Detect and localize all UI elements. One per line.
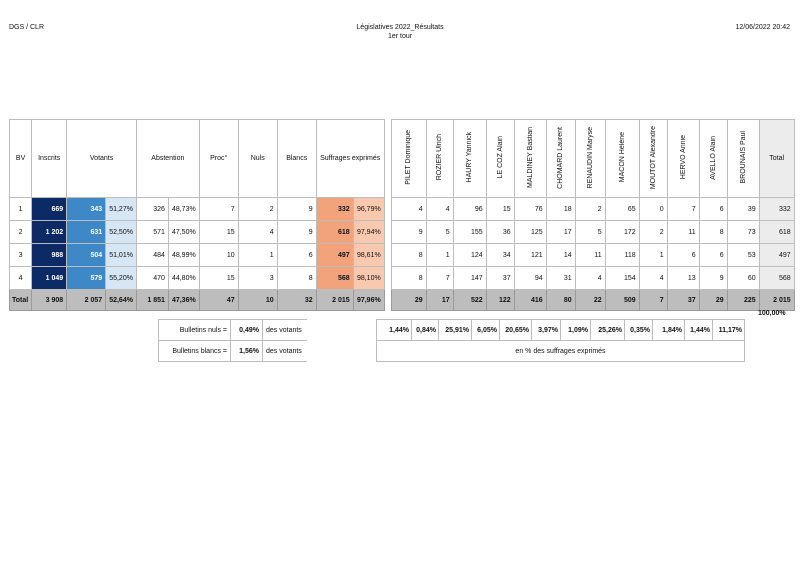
candidate-name: BROUNAIS Paul: [739, 131, 747, 184]
candidate-cell: 17: [546, 221, 575, 244]
candidate-cell: 6: [699, 198, 727, 221]
abstention-pct-cell: 48,99%: [168, 244, 199, 267]
spacer: [384, 244, 391, 267]
votants-pct-cell: 51,27%: [106, 198, 137, 221]
candidate-pct: 11,17%: [713, 320, 745, 341]
totals-proc: 47: [199, 290, 238, 311]
blancs-cell: 9: [277, 221, 316, 244]
blancs-cell: 9: [277, 198, 316, 221]
abstention-pct-cell: 44,80%: [168, 267, 199, 290]
candidate-cell: 18: [546, 198, 575, 221]
candidate-percent-row: [377, 320, 745, 341]
candidate-cell: 5: [575, 221, 605, 244]
suffrages-pct-cell: 97,94%: [353, 221, 384, 244]
abstention-cell: 571: [136, 221, 168, 244]
col-candidate: [727, 120, 759, 198]
col-candidate: [667, 120, 699, 198]
candidate-cell: 6: [667, 244, 699, 267]
nuls-cell: 3: [238, 267, 277, 290]
candidate-cell: 6: [699, 244, 727, 267]
inscrits-cell: 1 202: [32, 221, 67, 244]
candidate-cell: 2: [575, 198, 605, 221]
page-title: Législatives 2022_Résultats: [356, 24, 444, 31]
abstention-cell: 470: [136, 267, 168, 290]
votants-cell: 504: [67, 244, 106, 267]
candidate-cell: 5: [426, 221, 453, 244]
proc-cell: 10: [199, 244, 238, 267]
candidate-cell: 60: [727, 267, 759, 290]
table-row: [10, 267, 795, 290]
totals-candidate: 122: [486, 290, 514, 311]
col-votants: Votants: [67, 120, 137, 198]
candidate-pct: 1,84%: [653, 320, 685, 341]
totals-total: 2 015: [759, 290, 794, 311]
candidate-cell: 8: [699, 221, 727, 244]
totals-candidate: 416: [514, 290, 546, 311]
total-cell: 497: [759, 244, 794, 267]
candidate-name: RENAUDIN Maryse: [586, 126, 594, 189]
inscrits-cell: 1 049: [32, 267, 67, 290]
candidate-cell: 118: [605, 244, 639, 267]
page-subtitle: 1er tour: [387, 33, 413, 40]
candidate-cell: 147: [453, 267, 486, 290]
candidate-name: HERVO Annie: [679, 135, 687, 180]
col-proc: Proc°: [199, 120, 238, 198]
candidate-pct: 1,44%: [377, 320, 412, 341]
table-row: [10, 221, 795, 244]
candidate-cell: 11: [667, 221, 699, 244]
candidate-cell: 4: [639, 267, 667, 290]
suffrages-pct-cell: 98,10%: [353, 267, 384, 290]
col-candidate: [546, 120, 575, 198]
inscrits-cell: 669: [32, 198, 67, 221]
candidate-name: HAURY Yannick: [466, 132, 474, 183]
totals-nuls: 10: [238, 290, 277, 311]
votants-cell: 579: [67, 267, 106, 290]
table-row: [10, 198, 795, 221]
col-total: Total: [759, 120, 794, 198]
candidate-cell: 155: [453, 221, 486, 244]
percent-note: en % des suffrages exprimés: [377, 341, 745, 362]
candidate-pct: 0,35%: [625, 320, 653, 341]
nuls-cell: 1: [238, 244, 277, 267]
totals-suffrages: 2 015: [316, 290, 353, 311]
org-label: DGS / CLR: [9, 24, 45, 31]
bulletins-nuls-suffix: des votants: [263, 320, 307, 341]
candidate-name: ROZIER Ulrich: [436, 134, 444, 181]
candidate-name: LE COZ Alain: [496, 136, 504, 179]
percent-note-row: [377, 341, 745, 362]
candidate-pct: 6,05%: [472, 320, 500, 341]
col-candidate: [391, 120, 426, 198]
bulletins-blancs-suffix: des votants: [263, 341, 307, 362]
candidate-cell: 9: [699, 267, 727, 290]
abstention-pct-cell: 47,50%: [168, 221, 199, 244]
nuls-cell: 4: [238, 221, 277, 244]
total-cell: 332: [759, 198, 794, 221]
candidate-cell: 124: [453, 244, 486, 267]
candidate-pct: 0,84%: [412, 320, 439, 341]
suffrages-pct-cell: 96,79%: [353, 198, 384, 221]
totals-votants: 2 057: [67, 290, 106, 311]
candidate-name: CHOMARD Laurent: [557, 126, 565, 189]
candidate-name: MOUTOT Alexandre: [649, 125, 657, 190]
candidate-cell: 8: [391, 244, 426, 267]
proc-cell: 15: [199, 221, 238, 244]
candidate-cell: 11: [575, 244, 605, 267]
candidate-pct: 3,97%: [532, 320, 561, 341]
candidate-pct: 25,26%: [591, 320, 625, 341]
candidate-cell: 125: [514, 221, 546, 244]
candidate-cell: 13: [667, 267, 699, 290]
candidate-cell: 154: [605, 267, 639, 290]
candidate-cell: 37: [486, 267, 514, 290]
col-candidate: [426, 120, 453, 198]
col-nuls: Nuls: [238, 120, 277, 198]
suffrages-cell: 497: [316, 244, 353, 267]
totals-candidate: 17: [426, 290, 453, 311]
candidate-name: AVELLO Alain: [709, 135, 717, 180]
totals-candidate: 22: [575, 290, 605, 311]
votants-pct-cell: 55,20%: [106, 267, 137, 290]
bv-cell: 2: [10, 221, 32, 244]
candidate-cell: 76: [514, 198, 546, 221]
suffrages-cell: 618: [316, 221, 353, 244]
blancs-cell: 8: [277, 267, 316, 290]
candidate-cell: 53: [727, 244, 759, 267]
col-candidate: [453, 120, 486, 198]
totals-inscrits: 3 908: [32, 290, 67, 311]
candidate-cell: 34: [486, 244, 514, 267]
col-candidate: [639, 120, 667, 198]
col-blancs: Blancs: [277, 120, 316, 198]
votants-pct-cell: 52,50%: [106, 221, 137, 244]
total-percent: 100,00%: [758, 310, 786, 317]
candidate-cell: 14: [546, 244, 575, 267]
candidate-percent-table: [376, 319, 745, 362]
candidate-cell: 1: [639, 244, 667, 267]
totals-votants-pct: 52,64%: [106, 290, 137, 311]
total-cell: 568: [759, 267, 794, 290]
spacer: [384, 290, 391, 311]
candidate-cell: 4: [426, 198, 453, 221]
col-candidate: [486, 120, 514, 198]
candidate-cell: 36: [486, 221, 514, 244]
spacer: [384, 267, 391, 290]
votants-pct-cell: 51,01%: [106, 244, 137, 267]
totals-suffrages-pct: 97,96%: [353, 290, 384, 311]
candidate-cell: 73: [727, 221, 759, 244]
totals-candidate: 509: [605, 290, 639, 311]
col-suffrages: Suffrages exprimés: [316, 120, 384, 198]
suffrages-cell: 568: [316, 267, 353, 290]
candidate-cell: 4: [575, 267, 605, 290]
datetime: 12/06/2022 20:42: [735, 24, 790, 31]
candidate-cell: 121: [514, 244, 546, 267]
abstention-pct-cell: 48,73%: [168, 198, 199, 221]
totals-abstention-pct: 47,36%: [168, 290, 199, 311]
candidate-name: PILET Dominique: [405, 130, 413, 185]
proc-cell: 15: [199, 267, 238, 290]
candidate-cell: 7: [667, 198, 699, 221]
abstention-cell: 484: [136, 244, 168, 267]
totals-candidate: 225: [727, 290, 759, 311]
bulletins-blancs-row: [159, 341, 307, 362]
bv-cell: 1: [10, 198, 32, 221]
candidate-cell: 0: [639, 198, 667, 221]
col-bv: BV: [10, 120, 32, 198]
suffrages-cell: 332: [316, 198, 353, 221]
candidate-cell: 94: [514, 267, 546, 290]
candidate-cell: 9: [391, 221, 426, 244]
candidate-pct: 1,09%: [561, 320, 591, 341]
candidate-cell: 31: [546, 267, 575, 290]
col-candidate: [605, 120, 639, 198]
totals-candidate: 7: [639, 290, 667, 311]
votants-cell: 631: [67, 221, 106, 244]
bulletins-nuls-value: 0,49%: [231, 320, 263, 341]
col-candidate: [514, 120, 546, 198]
candidate-pct: 25,91%: [439, 320, 472, 341]
candidate-cell: 172: [605, 221, 639, 244]
bv-cell: 3: [10, 244, 32, 267]
bulletins-nuls-row: [159, 320, 307, 341]
candidate-cell: 8: [391, 267, 426, 290]
totals-candidate: 37: [667, 290, 699, 311]
totals-label: Total: [10, 290, 32, 311]
candidate-cell: 1: [426, 244, 453, 267]
col-inscrits: Inscrits: [32, 120, 67, 198]
suffrages-pct-cell: 98,61%: [353, 244, 384, 267]
bulletins-nuls-label: Bulletins nuls =: [159, 320, 231, 341]
candidate-cell: 2: [639, 221, 667, 244]
bulletins-table: [158, 319, 307, 362]
candidate-cell: 4: [391, 198, 426, 221]
bulletins-blancs-value: 1,56%: [231, 341, 263, 362]
bulletins-blancs-label: Bulletins blancs =: [159, 341, 231, 362]
totals-abstention: 1 851: [136, 290, 168, 311]
candidate-cell: 15: [486, 198, 514, 221]
totals-blancs: 32: [277, 290, 316, 311]
inscrits-cell: 988: [32, 244, 67, 267]
blancs-cell: 6: [277, 244, 316, 267]
votants-cell: 343: [67, 198, 106, 221]
spacer: [384, 221, 391, 244]
abstention-cell: 326: [136, 198, 168, 221]
total-cell: 618: [759, 221, 794, 244]
totals-candidate: 80: [546, 290, 575, 311]
candidate-name: MALDINEY Bastian: [526, 127, 534, 188]
candidate-cell: 96: [453, 198, 486, 221]
candidate-pct: 1,44%: [685, 320, 713, 341]
table-row: [10, 244, 795, 267]
col-candidate: [699, 120, 727, 198]
totals-candidate: 29: [699, 290, 727, 311]
candidate-cell: 65: [605, 198, 639, 221]
totals-row: [10, 290, 795, 311]
spacer: [384, 120, 391, 198]
candidate-name: MACON Hélène: [618, 132, 626, 183]
proc-cell: 7: [199, 198, 238, 221]
spacer: [384, 198, 391, 221]
bv-cell: 4: [10, 267, 32, 290]
col-candidate: [575, 120, 605, 198]
col-abstention: Abstention: [136, 120, 199, 198]
results-table: [9, 119, 795, 311]
candidate-cell: 7: [426, 267, 453, 290]
header-row: [10, 120, 795, 198]
totals-candidate: 522: [453, 290, 486, 311]
candidate-cell: 39: [727, 198, 759, 221]
nuls-cell: 2: [238, 198, 277, 221]
totals-candidate: 29: [391, 290, 426, 311]
candidate-pct: 20,65%: [500, 320, 532, 341]
